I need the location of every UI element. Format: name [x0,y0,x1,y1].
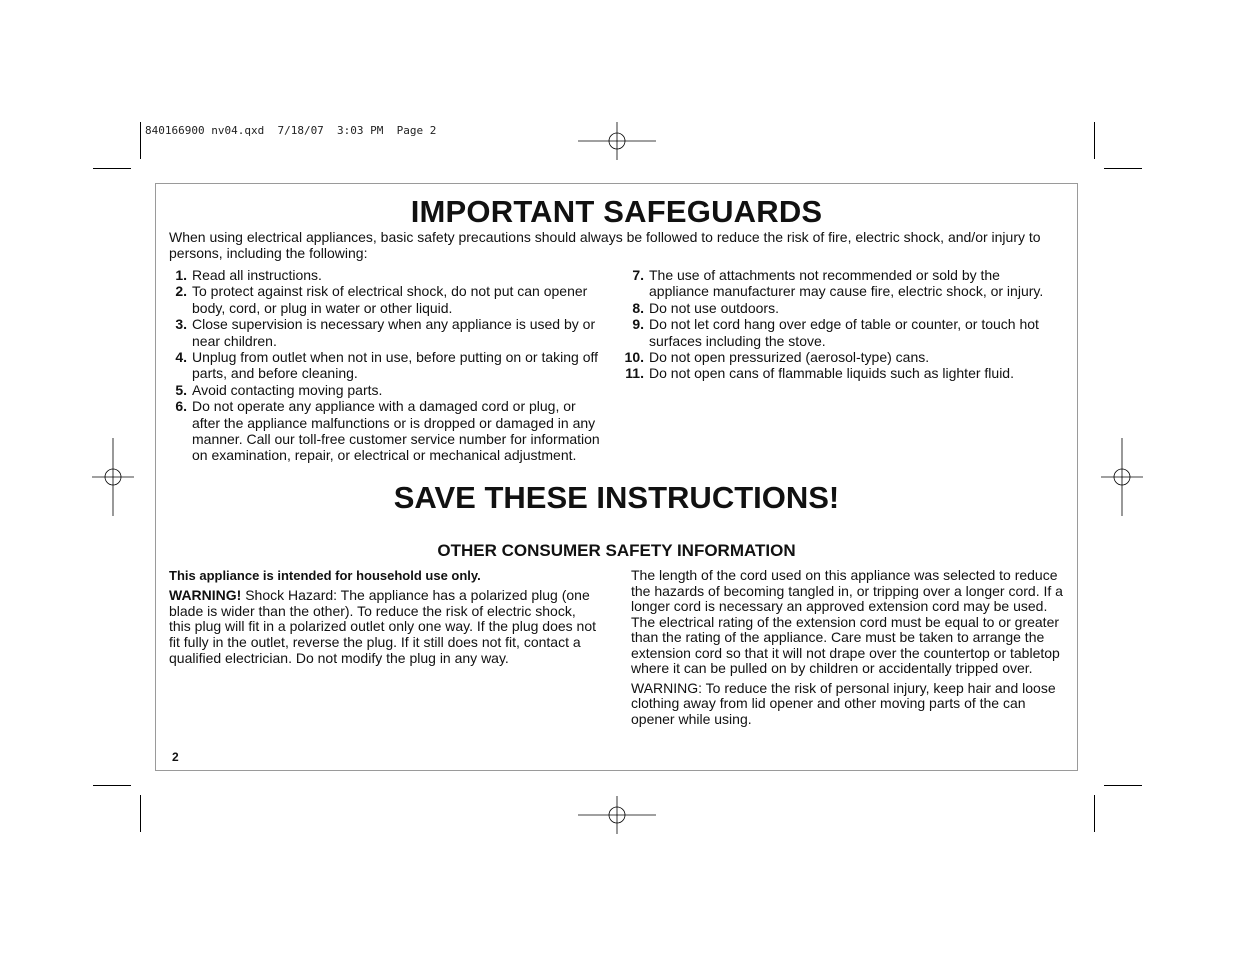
crop-mark [93,785,131,786]
registration-mark-icon [578,794,656,836]
warning-label: WARNING! [169,586,242,603]
safeguards-list-left [169,267,605,464]
crop-mark [140,122,141,159]
registration-mark-icon [1101,438,1143,516]
list-item: 9. Do not let cord hang over edge of table or counter, or touch hot surfaces including the stove. [632,316,1039,349]
warning-paragraph [169,588,601,667]
injury-warning-paragraph: WARNING: To reduce the risk of personal injury, keep hair and loose clothing away from lid opener and other moving parts of the can opener while using. [631,679,1056,727]
list-item: 1. Read all instructions. [175,267,322,283]
crop-mark [93,168,131,169]
crop-mark [1104,785,1142,786]
page-frame [155,183,1078,771]
list-item: 2. To protect against risk of electrical shock, do not put can opener body, cord, or plug in water or other liquid. [175,283,588,316]
other-safety-heading: OTHER CONSUMER SAFETY INFORMATION [437,541,796,560]
page-number: 2 [172,750,179,764]
crop-mark [1094,122,1095,159]
print-slug: 840166900 nv04.qxd 7/18/07 3:03 PM Page 2 [145,124,437,137]
page-title: IMPORTANT SAFEGUARDS [410,194,823,229]
intro-paragraph: When using electrical appliances, basic safety precautions should always be followed to reduce the risk of fire, electric shock, and/or injury to persons, including the following: [169,229,1041,261]
list-item: 3. Close supervision is necessary when any appliance is used by or near children. [175,316,596,349]
list-item: 4. Unplug from outlet when not in use, before putting on or taking off parts, and before cleaning. [175,349,598,382]
save-instructions-heading: SAVE THESE INSTRUCTIONS! [393,480,840,515]
safety-column-left [169,568,601,671]
list-item: 10. Do not open pressurized (aerosol-type) cans. [624,349,930,366]
household-note: This appliance is intended for household use only. [169,568,481,583]
list-item: 5. Avoid contacting moving parts. [175,381,383,398]
registration-mark-icon [578,120,656,162]
cord-paragraph: The length of the cord used on this appliance was selected to reduce the hazards of becoming tangled in, or tripping over a longer cord. If a longer cord is necessary an approved extension cord may be used. The electrical rating of the extension cord must be equal to or greater than the rating of the appliance. Care must be taken to arrange the extension cord so that it will not drape over the countertop or tabletop where it can be pulled on by children or accidentally tripped over. [631,567,1063,676]
safeguards-list-right [619,267,1049,382]
list-item: 11. Do not open cans of flammable liquids such as lighter fluid. [625,365,1014,382]
crop-mark [1094,795,1095,832]
list-item: 6. Do not operate any appliance with a damaged cord or plug, or after the appliance malfunctions or is dropped or damaged in any manner. Call our toll-free customer service number for information on examination, repair, or electrical or mechanical adjustment. [175,398,600,464]
list-item: 8. Do not use outdoors. [632,299,779,316]
crop-mark [140,795,141,832]
list-item: 7. The use of attachments not recommended or sold by the appliance manufacturer may cause fire, electric shock, or injury. [632,267,1044,300]
registration-mark-icon [92,438,134,516]
safety-column-right [631,568,1063,731]
crop-mark [1104,168,1142,169]
warning-text: Shock Hazard: The appliance has a polarized plug (one blade is wider than the other). To reduce the risk of electric shock, this plug will fit in a polarized outlet only one way. If the plug does not fit fully in the outlet, reverse the plug. If it still does not fit, contact a qualified electrician. Do not modify the plug in any way. [169,586,596,666]
